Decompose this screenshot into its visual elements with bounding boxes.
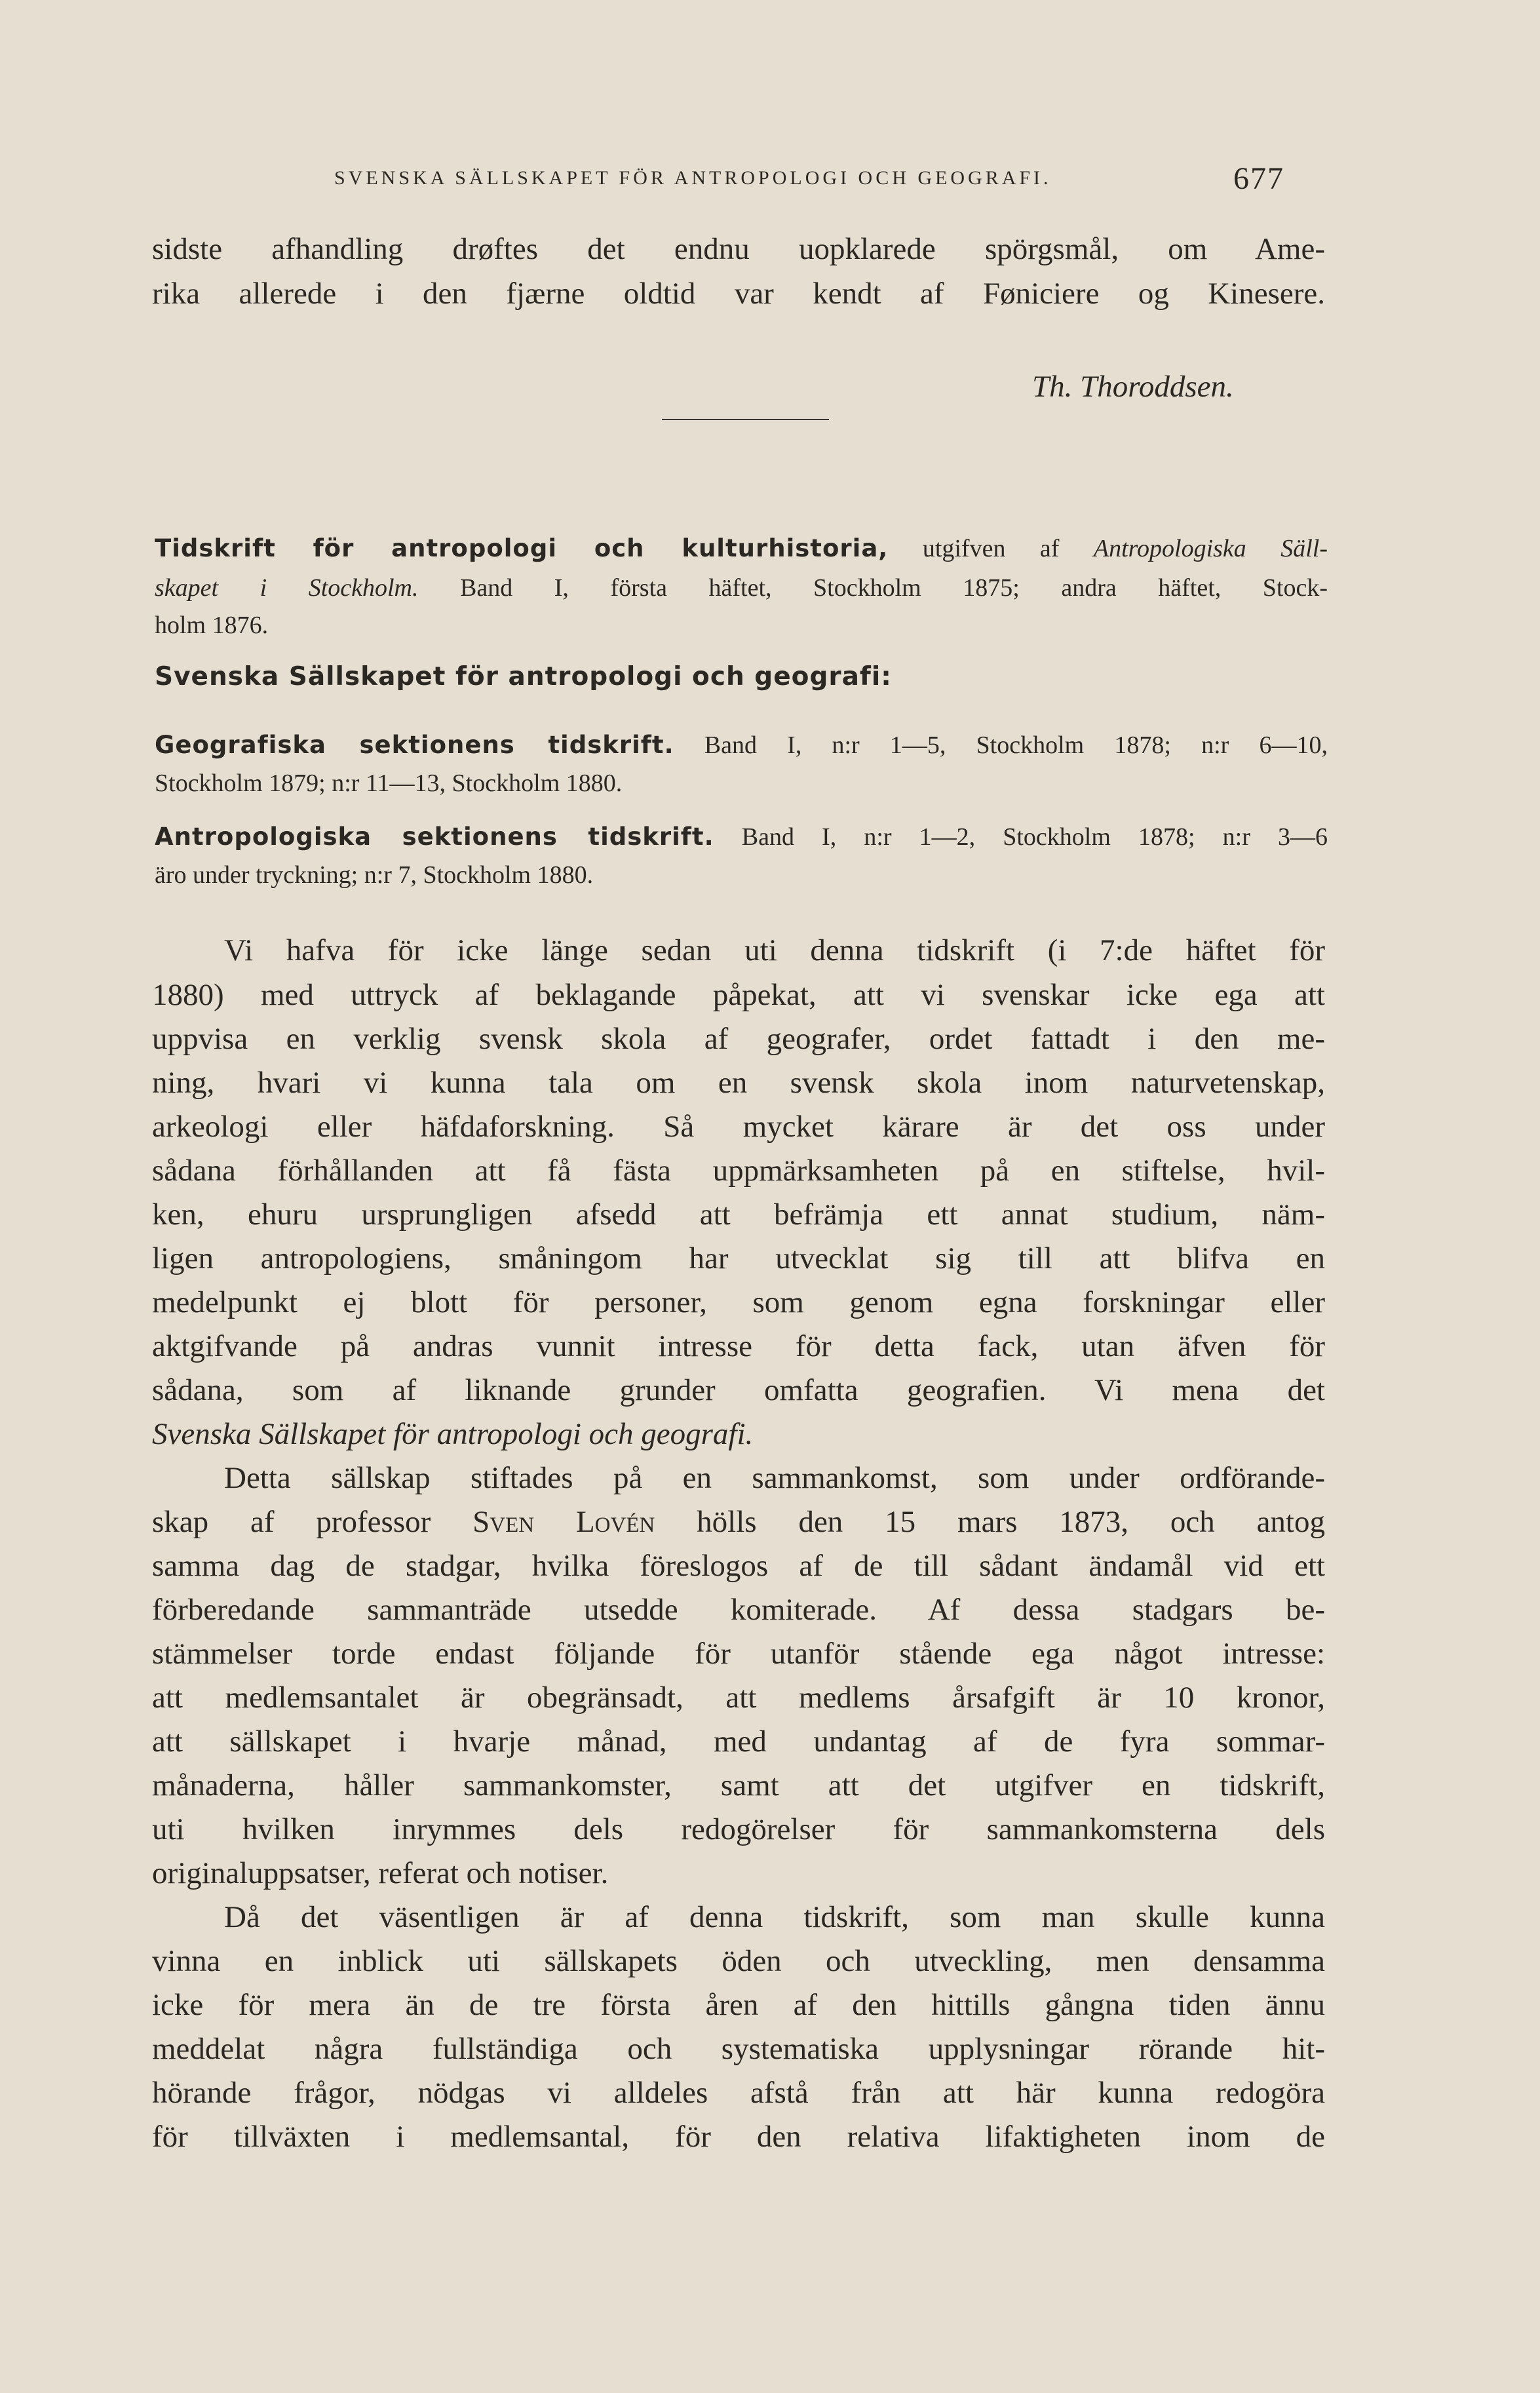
review-line: rika allerede i den fjærne oldtid var kendt af Føniciere og Kinesere.: [152, 277, 1325, 311]
section-divider: [662, 419, 829, 420]
body-line: förberedande sammanträde utsedde komiterade. Af dessa stadgars be-: [152, 1593, 1325, 1627]
body-line: ken, ehuru ursprungligen afsedd att befrämja ett annat studium, näm-: [152, 1197, 1325, 1232]
body-line: 1880) med uttryck af beklagande påpekat, att vi svenskar icke ega att: [152, 978, 1325, 1012]
body-line: icke för mera än de tre första åren af den hittills gångna tiden ännu: [152, 1988, 1325, 2022]
body-line: stämmelser torde endast följande för utanför stående ega något intresse:: [152, 1637, 1325, 1671]
body-line: arkeologi eller häfdaforskning. Så mycket kärare är det oss under: [152, 1110, 1325, 1144]
body-line: aktgifvande på andras vunnit intresse för detta fack, utan äfven för: [152, 1329, 1325, 1363]
body-line: sådana förhållanden att få fästa uppmärksamheten på en stiftelse, hvil-: [152, 1154, 1325, 1188]
bib-entry-tidskrift-line: skapet i Stockholm. Band I, första häftet, Stockholm 1875; andra häftet, Stock-: [155, 574, 1328, 602]
page-number: 677: [1233, 161, 1284, 196]
body-line: hörande frågor, nödgas vi alldeles afstå från att här kunna redogöra: [152, 2076, 1325, 2110]
body-line: uppvisa en verklig svensk skola af geografer, ordet fattadt i den me-: [152, 1022, 1325, 1056]
body-line: att medlemsantalet är obegränsadt, att medlems årsafgift är 10 kronor,: [152, 1681, 1325, 1715]
bib-title: Tidskrift för antropologi och kulturhistoria,: [155, 534, 889, 562]
body-line: månaderna, håller sammankomster, samt att det utgifver en tidskrift,: [152, 1768, 1325, 1802]
bib-entry-antropologiska-line: äro under tryckning; n:r 7, Stockholm 1880.: [155, 861, 594, 889]
body-line: Då det väsentligen är af denna tidskrift, som man skulle kunna: [224, 1900, 1325, 1934]
body-line: uti hvilken inrymmes dels redogörelser för sammankomsterna dels: [152, 1812, 1325, 1846]
page-header: [334, 161, 1284, 206]
bib-entry-geografiska-line: Stockholm 1879; n:r 11—13, Stockholm 1880.: [155, 769, 623, 797]
bib-title: Antropologiska sektionens tidskrift.: [155, 823, 714, 851]
person-name: Sven Lovén: [472, 1505, 655, 1539]
body-line: Svenska Sällskapet för antropologi och geografi.: [152, 1417, 754, 1451]
body-line: originaluppsatser, referat och notiser.: [152, 1856, 609, 1890]
society-heading: Svenska Sällskapet för antropologi och geografi:: [155, 662, 892, 691]
body-line: för tillväxten i medlemsantal, för den relativa lifaktigheten inom de: [152, 2120, 1325, 2154]
body-line: skap af professor Sven Lovén hölls den 15 mars 1873, och antog: [152, 1505, 1325, 1539]
body-line: samma dag de stadgar, hvilka föreslogos af de till sådant ändamål vid ett: [152, 1549, 1325, 1583]
bib-entry-tidskrift-line: holm 1876.: [155, 612, 269, 639]
review-signature: Th. Thoroddsen.: [1032, 370, 1234, 404]
running-title: SVENSKA SÄLLSKAPET FÖR ANTROPOLOGI OCH GEOGRAFI.: [334, 167, 1052, 189]
body-line: ligen antropologiens, småningom har utvecklat sig till att blifva en: [152, 1241, 1325, 1275]
bib-entry-geografiska-line: Geografiska sektionens tidskrift. Band I, n:r 1—5, Stockholm 1878; n:r 6—10,: [155, 731, 1328, 759]
body-line: sådana, som af liknande grunder omfatta geografien. Vi mena det: [152, 1373, 1325, 1407]
body-line: ning, hvari vi kunna tala om en svensk skola inom naturvetenskap,: [152, 1066, 1325, 1100]
body-line: Vi hafva för icke länge sedan uti denna tidskrift (i 7:de häftet för: [224, 933, 1325, 967]
body-line: Detta sällskap stiftades på en sammankomst, som under ordförande-: [224, 1461, 1325, 1495]
bib-title: Geografiska sektionens tidskrift.: [155, 731, 674, 759]
body-line: medelpunkt ej blott för personer, som genom egna forskningar eller: [152, 1285, 1325, 1319]
body-line: att sällskapet i hvarje månad, med undantag af de fyra sommar-: [152, 1724, 1325, 1759]
bib-entry-antropologiska-line: Antropologiska sektionens tidskrift. Band I, n:r 1—2, Stockholm 1878; n:r 3—6: [155, 823, 1328, 851]
body-line: meddelat några fullständiga och systematiska upplysningar rörande hit-: [152, 2032, 1325, 2066]
body-line: vinna en inblick uti sällskapets öden och utveckling, men densamma: [152, 1944, 1325, 1978]
bib-entry-tidskrift-line: Tidskrift för antropologi och kulturhistoria, utgifven af Antropologiska Säll-: [155, 534, 1328, 562]
review-line: sidste afhandling drøftes det endnu uopklarede spörgsmål, om Ame-: [152, 232, 1325, 266]
